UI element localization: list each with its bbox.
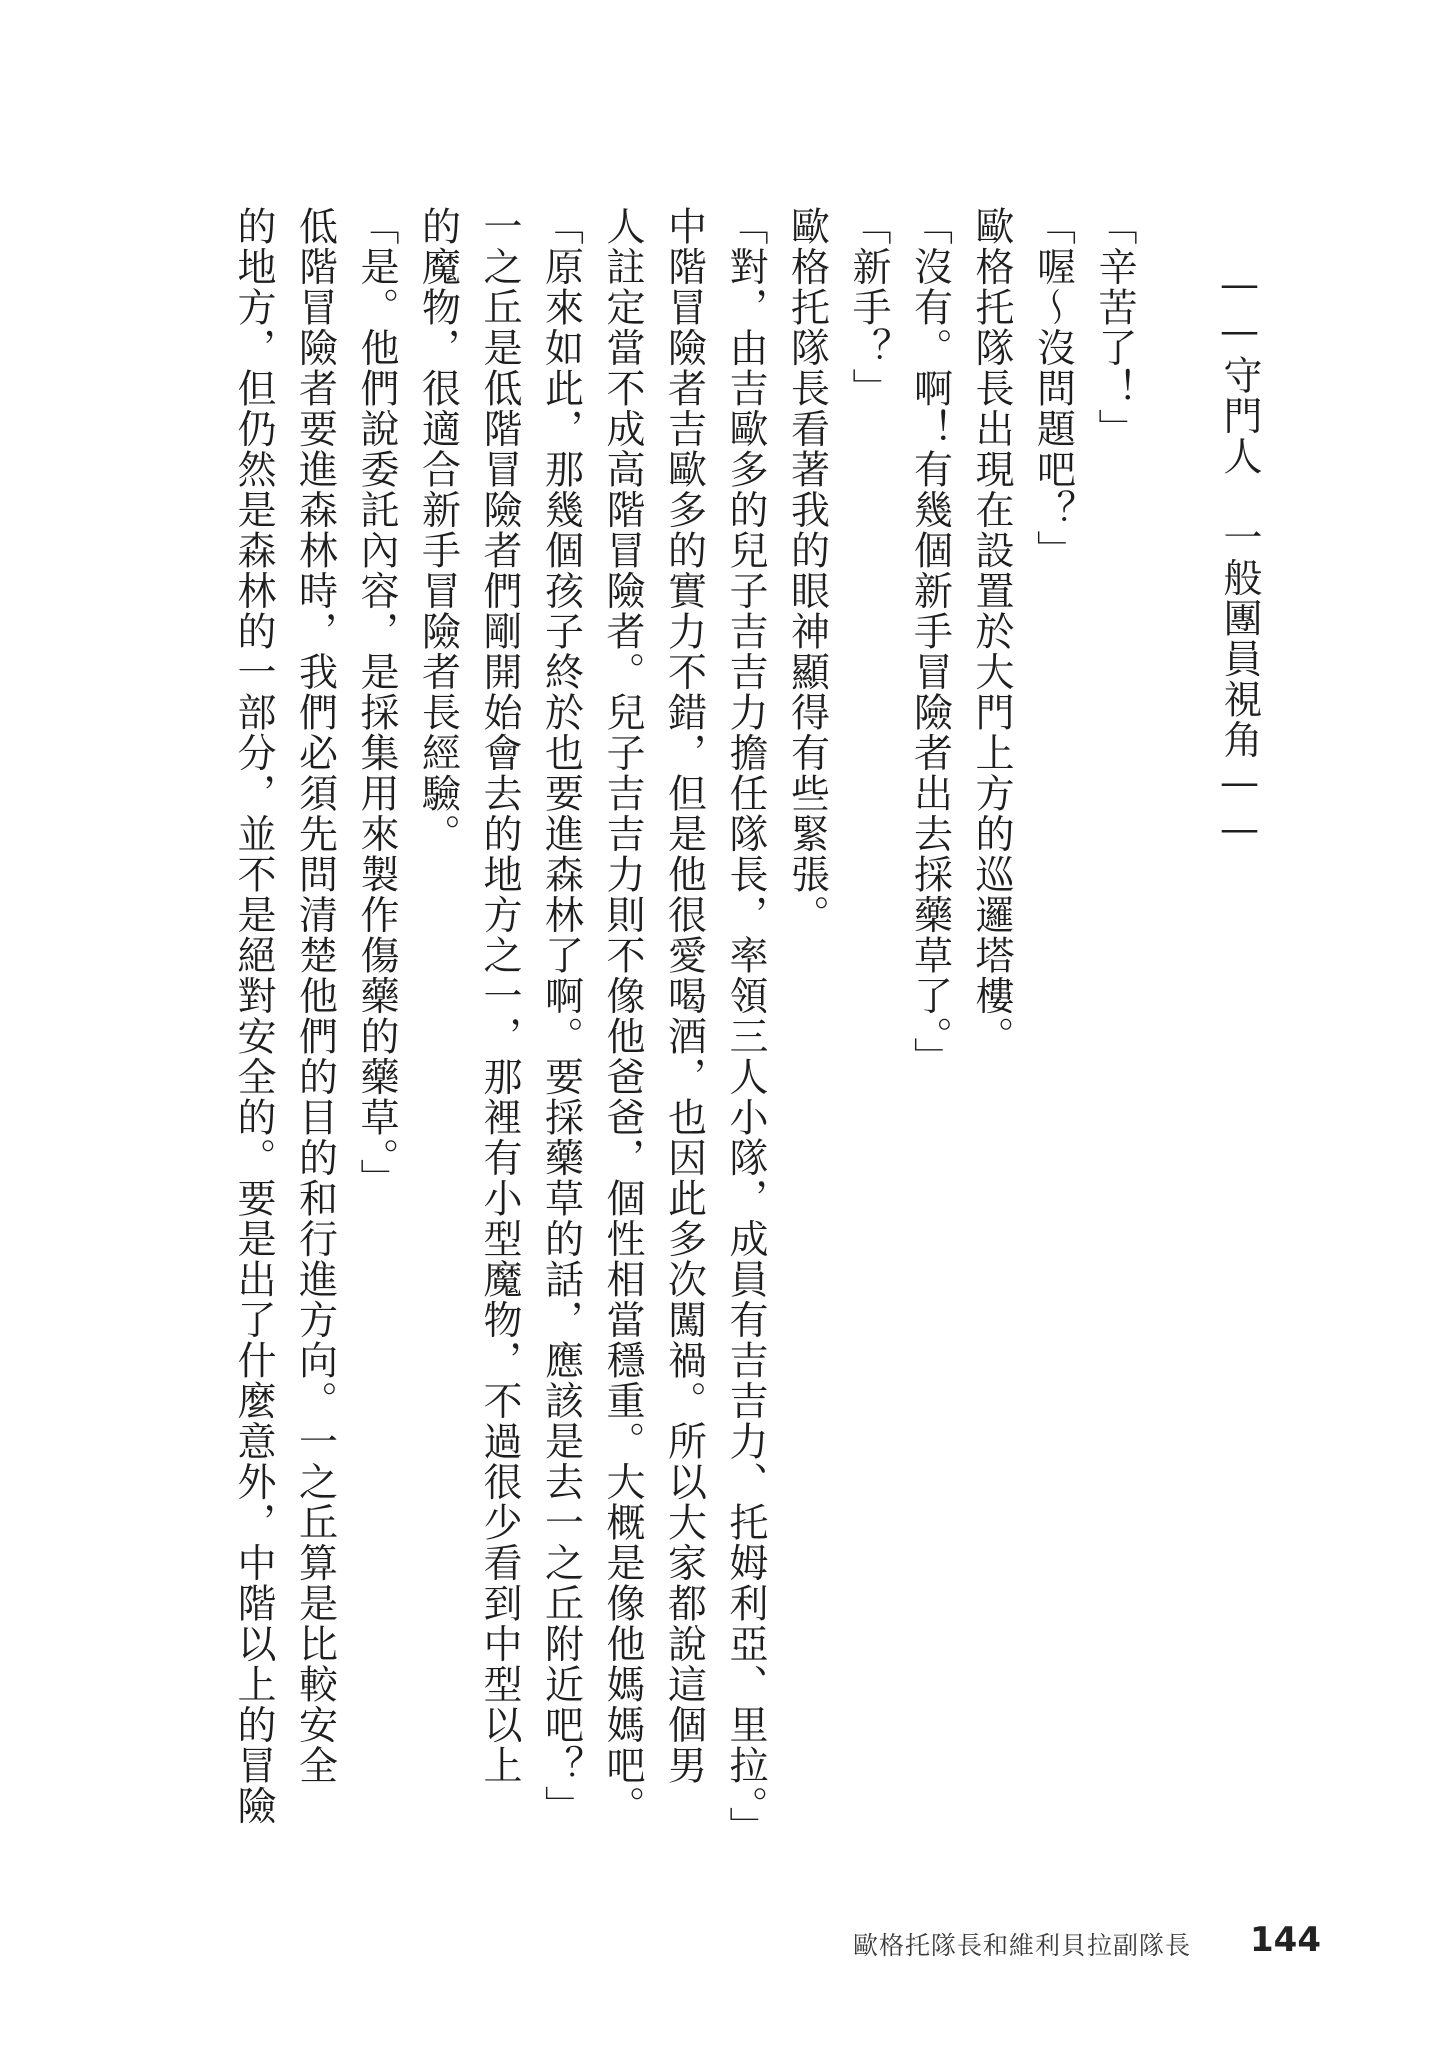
text-column: 低階冒險者要進森林時，我們必須先問清楚他們的目的和行進方向。一之丘算是比較安全 [292, 206, 338, 1786]
text-column: 「原來如此，那幾個孩子終於也要進森林了啊。要採藥草的話，應該是去一之丘附近吧？」 [538, 206, 584, 1826]
page-number: 144 [1250, 1920, 1321, 1960]
text-column: 「是。他們說委託內容，是採集用來製作傷藥的藥草。」 [354, 206, 399, 1199]
text-column: 一之丘是低階冒險者們剛開始會去的地方之一，那裡有小型魔物，不過很少看到中型以上 [477, 206, 522, 1786]
text-column: 歐格托隊長看著我的眼神顯得有些緊張。 [784, 206, 830, 935]
running-footer-chapter-title: 歐格托隊長和維利貝拉副隊長 [853, 1931, 1192, 1960]
text-column: 歐格托隊長出現在設置於大門上方的巡邏塔樓。 [969, 206, 1014, 1057]
section-heading: ——守門人 一般團員視角—— [1217, 262, 1262, 853]
text-column: 「沒有。啊！有幾個新手冒險者出去採藥草了。」 [907, 206, 953, 1078]
text-column: 人註定當不成高階冒險者。兒子吉吉力則不像他爸爸，個性相當穩重。大概是像他媽媽吧。 [600, 206, 645, 1826]
text-column: 「對，由吉歐多的兒子吉吉力擔任隊長，率領三人小隊，成員有吉吉力、托姆利亞、里拉。」 [723, 206, 768, 1847]
text-column: 中階冒險者吉歐多的實力不錯，但是他很愛喝酒，也因此多次闖禍。所以大家都說這個男 [661, 206, 707, 1786]
text-column: 「辛苦了！」 [1092, 206, 1137, 449]
text-column: 的地方，但仍然是森林的一部分，並不是絕對安全的。要是出了什麼意外，中階以上的冒險 [231, 206, 276, 1826]
text-column: 「喔～沒問題吧？」 [1030, 206, 1076, 571]
text-column: 「新手？」 [846, 206, 891, 409]
text-column: 的魔物，很適合新手冒險者長經驗。 [415, 206, 461, 854]
